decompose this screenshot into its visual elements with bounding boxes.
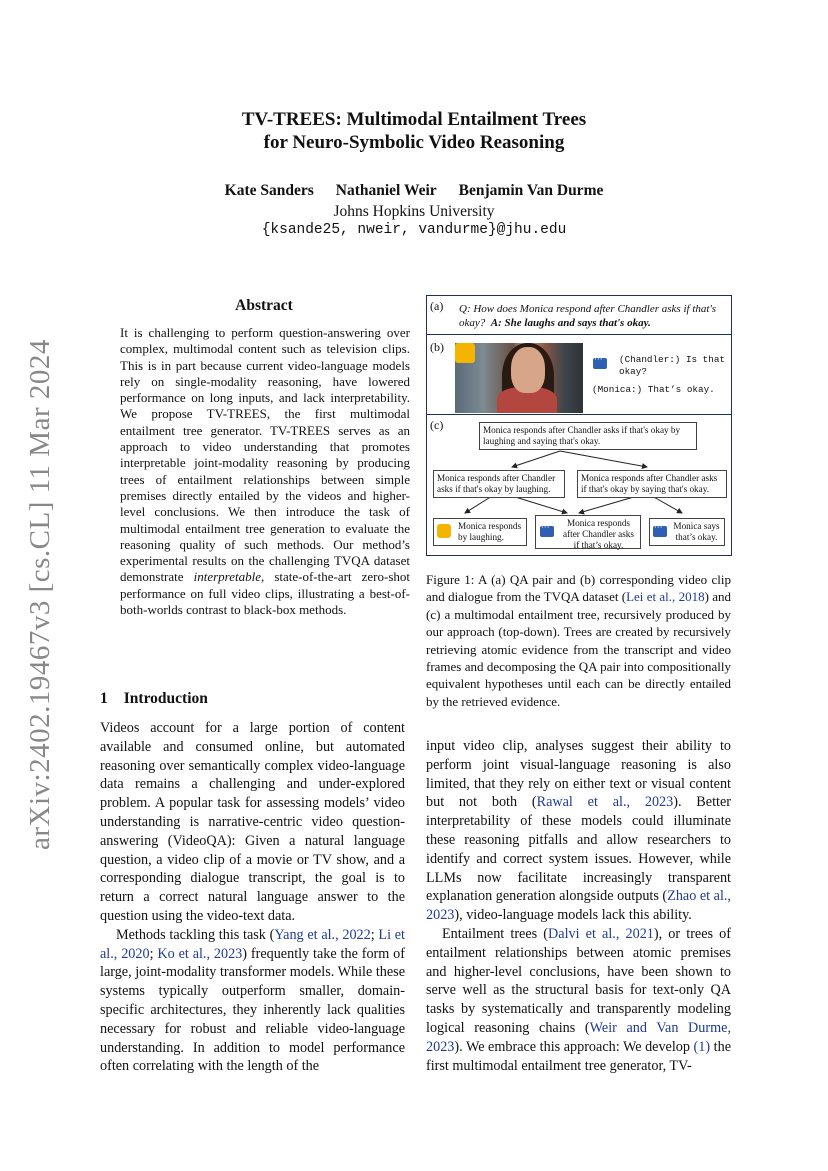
text-run: ; bbox=[149, 945, 158, 962]
paragraph bbox=[426, 925, 731, 1075]
text-run: Methods tackling this task ( bbox=[116, 926, 275, 943]
paragraph bbox=[426, 737, 731, 925]
citation-link[interactable]: Yang et al., 2022 bbox=[274, 926, 371, 943]
author-name: Nathaniel Weir bbox=[335, 182, 437, 199]
text-run: ; bbox=[370, 926, 379, 943]
citation-link[interactable]: Zhao et al., 2023 bbox=[426, 888, 731, 924]
figure-1 bbox=[426, 295, 732, 556]
leaf-3-text: Monica says that’s okay. bbox=[673, 521, 720, 542]
citation-link[interactable]: Weir and Van Durme, 2023 bbox=[426, 1019, 731, 1055]
section-heading bbox=[100, 690, 208, 708]
author-name: Benjamin Van Durme bbox=[458, 182, 604, 199]
citation-link[interactable]: (1) bbox=[693, 1038, 711, 1055]
left-column-text bbox=[100, 719, 405, 1076]
chat-icon bbox=[540, 526, 554, 537]
text-run: the first multimodal entailment tree generator, TV- bbox=[426, 1038, 731, 1074]
figure-caption bbox=[426, 571, 731, 710]
figure-label-c: (c) bbox=[430, 418, 444, 432]
author-name: Kate Sanders bbox=[224, 182, 314, 199]
citation-link[interactable]: Li et al., 2020 bbox=[100, 926, 405, 962]
section-title: Introduction bbox=[123, 690, 208, 707]
paragraph bbox=[100, 926, 405, 1076]
affiliation: Johns Hopkins University bbox=[333, 203, 495, 220]
answer-text: A: She laughs and says that's okay. bbox=[490, 317, 651, 329]
caption-text-2: ) and (c) a multimodal entailment tree, recursively produced by our approach (top-down). Trees are created by recursively retrieving atomic evidence from the transcript and video frames and decomposing the QA pair into compositionally equivalent hypotheses until each can be directly entailed by the retrieved evidence. bbox=[426, 589, 731, 709]
camera-icon bbox=[437, 524, 451, 538]
text-run: ). Better interpretability of these models could illuminate these reasoning pitfalls and allow researchers to identify and correct system issues. However, while LLMs now facilitate increasingly transparent explanation generation alongside outputs ( bbox=[426, 794, 731, 905]
paragraph: Videos account for a large portion of content available and consumed online, but automated reasoning over semantically complex video-language data remains a challenging and under-explored problem. A popular task for assessing models’ video understanding is narrative-centric video question-answering (VideoQA): Given a natural language question, a video clip of a movie or TV show, and a corresponding dialogue transcript, the goal is to return a correct natural language answer to the question using the video-text data. bbox=[100, 720, 405, 924]
caption-text-1: Figure 1: A (a) QA pair and (b) corresponding video clip and dialogue from the TVQA dataset ( bbox=[426, 572, 731, 605]
dialogue-line-2: (Monica:) That’s okay. bbox=[592, 384, 715, 395]
text-run: input video clip, analyses suggest their ability to perform joint visual-language reasoning is also limited, that they rely on either text or visual content but not both ( bbox=[426, 738, 731, 811]
citation-link[interactable]: Rawal et al., 2023 bbox=[536, 794, 674, 811]
citation-link[interactable]: Ko et al., 2023 bbox=[157, 945, 243, 962]
dialogue-line-1: (Chandler:) Is that okay? bbox=[619, 354, 726, 377]
text-run: ) frequently take the form of large, joint-modality transformer models. While these systems typically outperform smaller, domain-specific architectures, they inherently lack qualities necessary for robust and reliable video-language understanding. In addition to model performance often correlating with the length of the bbox=[100, 945, 405, 1075]
figure-label-b: (b) bbox=[430, 340, 444, 354]
text-run: ), video-language models lack this ability. bbox=[454, 907, 692, 924]
paper-title bbox=[0, 108, 828, 154]
abstract-part-2: , state-of-the-art zero-shot performance on full video clips, illustrating a best-of-both-worlds contrast to black-box methods. bbox=[120, 569, 410, 618]
leaf-2-text: Monica responds after Chandler asks if that’s okay. bbox=[563, 518, 634, 550]
text-run: ). We embrace this approach: We develop bbox=[454, 1038, 694, 1055]
text-run: ), or trees of entailment relationships between atomic premises and higher-level conclusions, have been shown to serve well as the structural basis for text-only QA tasks by systematically and transparently modeling logical reasoning chains ( bbox=[426, 925, 731, 1036]
title-line-1: TV-TREES: Multimodal Entailment Trees bbox=[241, 109, 587, 130]
tree-root-node: Monica responds after Chandler asks if that's okay by laughing and saying that's okay. bbox=[479, 422, 697, 450]
figure-label-a: (a) bbox=[430, 299, 444, 313]
tree-mid-node-left: Monica responds after Chandler asks if that's okay by laughing. bbox=[433, 470, 565, 498]
author-emails: {ksande25, nweir, vandurme}@jhu.edu bbox=[261, 222, 567, 238]
arxiv-stamp: arXiv:2402.19467v3 [cs.CL] 11 Mar 2024 bbox=[24, 339, 56, 850]
abstract-part-1: It is challenging to perform question-answering over complex, multimodal content such as television clips. This is in part because current video-language models rely on single-modality reasoning, have lowered performance on long inputs, and lack interpretability. We propose TV-TREES, the first multimodal entailment tree generator. TV-TREES serves as an approach to video understanding that promotes interpretable joint-modality reasoning by producing trees of entailment relationships between simple premises directly entailed by the videos and higher-level conclusions. We then introduce the task of multimodal entailment tree generation to evaluate the reasoning quality of such methods. Our method’s experimental results on the challenging TVQA dataset demonstrate bbox=[120, 325, 410, 585]
abstract-heading: Abstract bbox=[235, 297, 293, 314]
tree-mid-node-right: Monica responds after Chandler asks if that's okay by saying that's okay. bbox=[577, 470, 727, 498]
citation-link[interactable]: Dalvi et al., 2021 bbox=[548, 925, 654, 942]
chat-icon bbox=[653, 526, 667, 537]
citation-link[interactable]: Lei et al., 2018 bbox=[626, 589, 705, 605]
question-text: Q: How does Monica respond after Chandler asks if that's okay? bbox=[459, 303, 717, 329]
author-list bbox=[0, 182, 828, 200]
leaf-1-text: Monica responds by laughing. bbox=[458, 521, 522, 542]
text-run: Entailment trees ( bbox=[442, 925, 549, 942]
right-column-text bbox=[426, 737, 731, 1075]
section-number: 1 bbox=[100, 690, 108, 707]
abstract-text bbox=[120, 325, 410, 618]
title-line-2: for Neuro-Symbolic Video Reasoning bbox=[263, 132, 565, 153]
abstract-italic: interpretable bbox=[193, 569, 262, 585]
